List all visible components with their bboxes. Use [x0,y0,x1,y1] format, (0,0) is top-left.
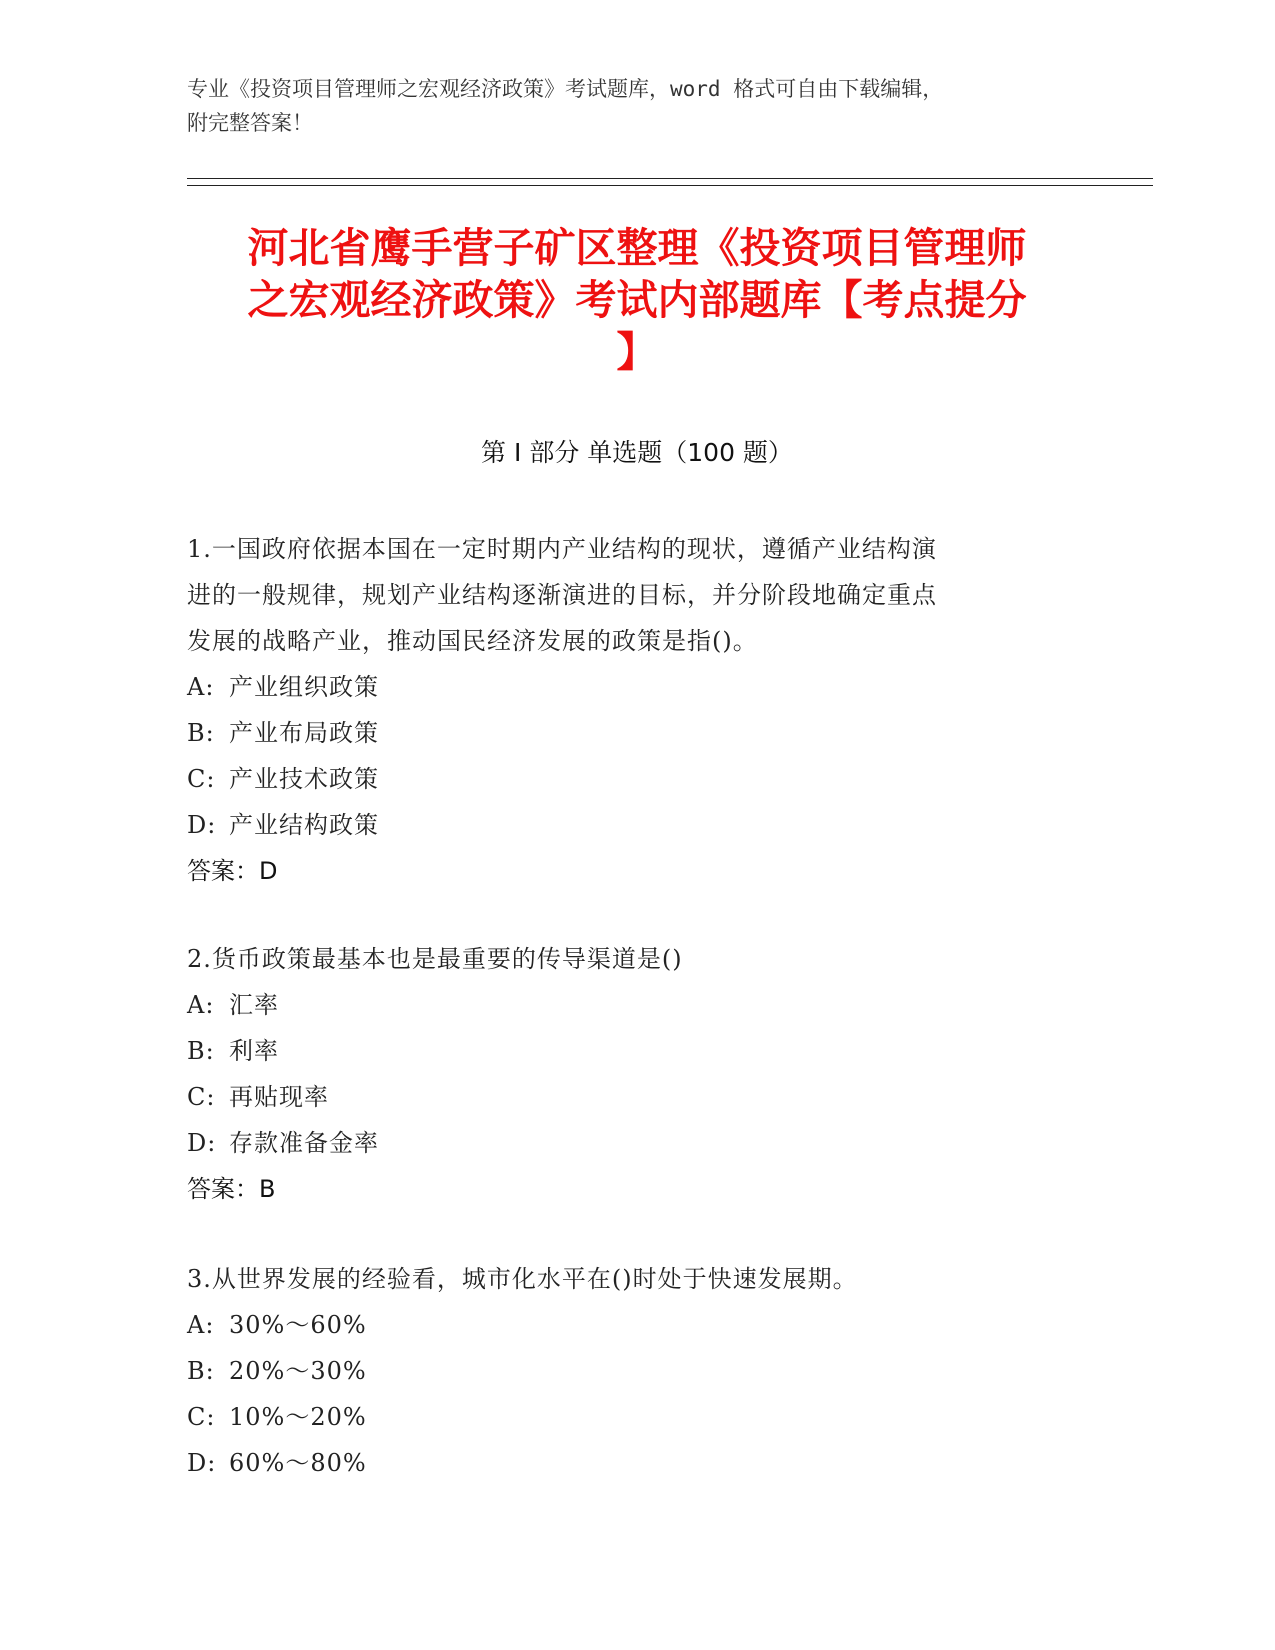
option-letter: B: [187,1357,215,1385]
option-letter: C: [187,1403,216,1431]
option-a [187,1302,1067,1348]
option-d [187,1120,1067,1166]
option-c [187,1074,1067,1120]
option-text: 产业布局政策 [229,719,379,747]
option-text: 利率 [229,1037,279,1065]
option-d [187,802,1067,848]
header-note [187,72,1067,140]
header-note-line-1: 专业《投资项目管理师之宏观经济政策》考试题库，word 格式可自由下载编辑， [187,77,944,101]
answer: 答案：B [187,1175,276,1203]
option-letter: C: [187,1083,216,1111]
document-title [187,222,1087,378]
question-stem-line: 3.从世界发展的经验看，城市化水平在()时处于快速发展期。 [187,1265,858,1293]
answer: 答案：D [187,857,278,885]
option-letter: C: [187,765,216,793]
option-letter: A: [187,673,215,701]
option-d [187,1440,1067,1486]
question-1 [187,526,1067,894]
option-c [187,756,1067,802]
question-stem-line: 2.货币政策最基本也是最重要的传导渠道是() [187,945,683,973]
option-text: 60%～80% [229,1449,367,1477]
option-letter: D: [187,811,217,839]
option-a [187,982,1067,1028]
option-text: 汇率 [229,991,279,1019]
option-letter: B: [187,719,215,747]
header-note-line-2: 附完整答案！ [187,111,313,135]
option-text: 30%～60% [229,1311,367,1339]
option-b [187,1348,1067,1394]
option-text: 产业组织政策 [229,673,379,701]
option-letter: A: [187,991,215,1019]
option-c [187,1394,1067,1440]
option-a [187,664,1067,710]
option-text: 再贴现率 [229,1083,329,1111]
option-text: 10%～20% [229,1403,367,1431]
document-title-line-3: 】 [616,328,658,376]
option-letter: B: [187,1037,215,1065]
option-letter: D: [187,1449,217,1477]
question-stem-line: 1.一国政府依据本国在一定时期内产业结构的现状，遵循产业结构演 [187,535,937,563]
option-text: 产业结构政策 [229,811,379,839]
option-letter: D: [187,1129,217,1157]
question-3 [187,1256,1067,1486]
header-divider-top [187,178,1153,179]
question-stem-line: 进的一般规律，规划产业结构逐渐演进的目标，并分阶段地确定重点 [187,581,937,609]
question-stem [187,526,1067,664]
section-title: 第 I 部分 单选题（100 题） [481,438,793,467]
question-stem-line: 发展的战略产业，推动国民经济发展的政策是指()。 [187,627,758,655]
document-title-line-2: 之宏观经济政策》考试内部题库【考点提分 [247,276,1027,324]
document-title-line-1: 河北省鹰手营子矿区整理《投资项目管理师 [247,224,1027,272]
option-text: 20%～30% [229,1357,367,1385]
header-divider-bottom [187,185,1153,186]
option-text: 产业技术政策 [229,765,379,793]
question-stem [187,1256,1067,1302]
option-letter: A: [187,1311,215,1339]
option-b [187,710,1067,756]
question-2 [187,936,1067,1212]
option-b [187,1028,1067,1074]
question-stem [187,936,1067,982]
option-text: 存款准备金率 [229,1129,379,1157]
